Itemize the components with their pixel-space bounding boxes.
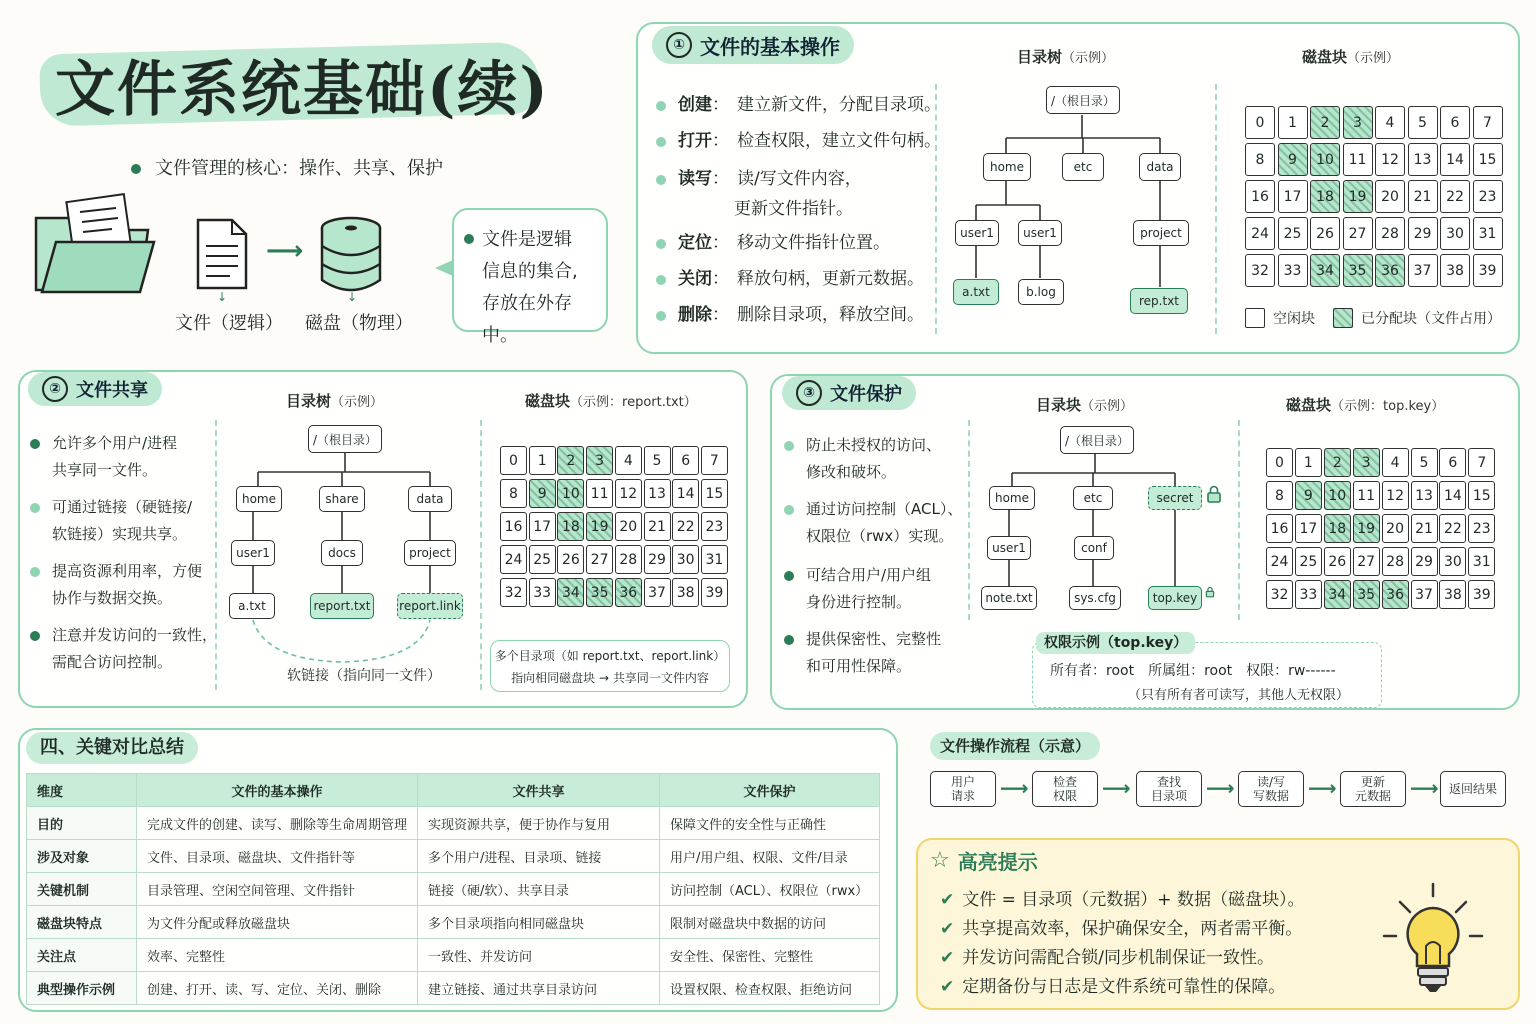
disk-block-free: 25 [529,545,556,574]
small-lock-icon [1205,583,1215,602]
tree1-node-home: home [983,153,1031,181]
disk-block-free: 6 [672,446,699,475]
disk-block-free: 20 [1375,180,1405,213]
disk-block-free: 28 [1375,217,1405,250]
disk-block-used: 3 [1343,106,1373,139]
table-row: 关键机制 目录管理、空闲空间管理、文件指针 链接（硬/软）、共享目录 访问控制（ACL）、权限位（rwx） [27,873,880,906]
divider [480,420,482,690]
disk1-legend-free: 空闲块 [1245,308,1315,328]
protect-bullet-4: 提供保密性、完整性 和可用性保障。 [806,626,941,680]
disk-block-free: 28 [615,545,642,574]
tree3-title: 目录块（示例） [1036,396,1134,414]
bubble-line-1: 文件是逻辑 [482,229,572,250]
table-row: 目的 完成文件的创建、读写、删除等生命周期管理 实现资源共享，便于协作与复用 保障文件的安全性与正确性 [27,807,880,840]
flow-step-check-permission: 检查 权限 [1032,771,1098,807]
disk-block-free: 29 [1411,547,1438,576]
disk-block-used: 3 [1353,448,1380,477]
flow-step-update-metadata: 更新 元数据 [1340,771,1406,807]
tree3-root: /（根目录） [1060,426,1134,454]
op-delete: 删除： 删除目录项，释放空间。 [678,302,924,329]
table-header: 文件的基本操作 [137,774,418,807]
disk-block-used: 19 [1353,514,1380,543]
tree2-file-report-link: report.link [397,593,463,619]
section-number: ③ [796,380,822,406]
disk-block-free: 0 [500,446,527,475]
tree3-node-etc: etc [1073,486,1113,510]
disk1-title: 磁盘块（示例） [1302,48,1400,66]
disk-block-used: 2 [1310,106,1340,139]
share-bullet-4: 注意并发访问的一致性， 需配合访问控制。 [52,622,217,676]
legend-free-swatch [1245,308,1265,328]
check-icon: ✔ [940,919,955,939]
disk-block-used: 34 [557,578,584,607]
section-protection-title [782,376,916,410]
disk-block-free: 24 [1245,217,1275,250]
star-icon: ☆ [930,848,950,873]
disk-block-free: 7 [701,446,728,475]
tree3-node-user1: user1 [987,536,1031,560]
disk-block-used: 36 [1375,254,1405,287]
note-line-1: 多个目录项（如 report.txt、report.link） [494,649,726,663]
disk-block-free: 26 [557,545,584,574]
disk-block-free: 37 [1408,254,1438,287]
section-title-text: 文件共享 [76,380,148,401]
flow-arrow-icon: ⟶ [1000,776,1029,800]
disk-block-used: 2 [1324,448,1351,477]
disk-block-used: 35 [1343,254,1373,287]
flow-step-find-entry: 查找 目录项 [1136,771,1202,807]
tree3-node-home: home [989,486,1035,510]
disk-block-free: 4 [1375,106,1405,139]
disk-block-free: 28 [1382,547,1409,576]
tip-item: ✔ 定期备份与日志是文件系统可靠性的保障。 [940,977,1286,997]
disk-block-free: 22 [672,512,699,541]
disk-block-used: 18 [1310,180,1340,213]
table-header: 文件保护 [660,774,880,807]
disk-block-free: 7 [1473,106,1503,139]
disk-block-free: 11 [586,479,613,508]
definition-bubble [452,208,608,346]
disk-block-free: 1 [1295,448,1322,477]
tree2-file-a-txt: a.txt [229,593,275,619]
tree2-node-docs: docs [321,540,363,566]
tree2-title: 目录树（示例） [286,392,384,410]
disk-block-free: 14 [1440,143,1470,176]
disk-block-used: 34 [1310,254,1340,287]
disk-block-free: 24 [1266,547,1293,576]
summary-table [26,773,880,1005]
disk-block-free: 17 [1295,514,1322,543]
permission-title: 权限示例（top.key） [1036,632,1195,654]
disk-block-free: 13 [1408,143,1438,176]
tips-list [940,886,1304,1002]
disk-block-free: 33 [529,578,556,607]
disk-block-free: 14 [672,479,699,508]
disk-block-used: 9 [1278,143,1308,176]
disk-block-free: 15 [1468,481,1495,510]
disk-block-used: 35 [586,578,613,607]
disk-block-free: 12 [1375,143,1405,176]
disk1-legend-used: 已分配块（文件占用） [1333,308,1501,328]
disk-block-used: 34 [1324,580,1351,609]
disk-block-free: 8 [500,479,527,508]
op-close: 关闭： 释放句柄，更新元数据。 [678,266,924,293]
disk-block-free: 13 [644,479,671,508]
bubble-dot [464,234,474,244]
disk-block-free: 4 [1382,448,1409,477]
disk-block-free: 5 [1411,448,1438,477]
op-readwrite: 读写： 读/写文件内容， [678,166,862,193]
divider [1215,84,1217,334]
disk-block-free: 8 [1245,143,1275,176]
folder-icon [28,190,158,304]
check-icon: ✔ [940,890,955,910]
divider [1238,420,1240,620]
disk-block-free: 5 [1408,106,1438,139]
divider [935,84,937,334]
op-readwrite-cont: 更新文件指针。 [734,199,853,219]
disk-block-free: 11 [1353,481,1380,510]
disk-block-used: 10 [1310,143,1340,176]
table-header-row [27,774,880,807]
disk-block-used: 2 [557,446,584,475]
disk-block-free: 15 [701,479,728,508]
tree2-node-share: share [319,486,365,512]
disk-block-free: 37 [644,578,671,607]
disk-block-used: 18 [1324,514,1351,543]
disk-block-free: 24 [500,545,527,574]
disk-block-free: 31 [1473,217,1503,250]
disk-block-free: 21 [644,512,671,541]
flow-title: 文件操作流程（示意） [930,732,1100,760]
disk-block-free: 1 [1278,106,1308,139]
disk-block-free: 22 [1440,180,1470,213]
table-row: 典型操作示例 创建、打开、读、写、定位、关闭、删除 建立链接、通过共享目录访问 设置权限、检查权限、拒绝访问 [27,972,880,1005]
disk-block-free: 32 [1266,580,1293,609]
tree1-node-user1-a: user1 [955,220,999,246]
bubble-line-2: 信息的集合, [482,261,578,282]
section-number: ① [666,32,692,58]
disk-block-free: 7 [1468,448,1495,477]
share-bullet-3: 提高资源利用率，方便 协作与数据交换。 [52,558,202,612]
disk-block-used: 36 [1382,580,1409,609]
lightbulb-icon [1378,880,1488,1000]
disk-block-used: 19 [586,512,613,541]
tree1-title: 目录树（示例） [1017,48,1115,66]
disk-block-free: 38 [1439,580,1466,609]
disk-block-free: 30 [1440,217,1470,250]
file-logical-label: 文件（逻辑） [175,313,283,334]
disk2-title: 磁盘块（示例：report.txt） [525,392,697,410]
disk-arrow-down-icon: ↓ [347,290,358,304]
section-sharing-title [28,372,162,406]
section-number: ② [42,376,68,402]
tree1-root: /（根目录） [1046,86,1120,114]
tree3-node-conf: conf [1074,536,1114,560]
table-header: 维度 [27,774,137,807]
flow-arrow-icon: ⟶ [1206,776,1235,800]
disk-block-free: 16 [1266,514,1293,543]
disk-block-used: 9 [529,479,556,508]
tips-header [930,846,1038,875]
lock-icon [1206,484,1222,508]
tree1-file-b-log: b.log [1018,279,1064,305]
op-open: 打开： 检查权限，建立文件句柄。 [678,128,941,155]
tree3-file-note-txt: note.txt [981,586,1037,610]
disk-block-free: 13 [1411,481,1438,510]
disk-block-free: 25 [1295,547,1322,576]
arrow-right-icon: ⟶ [266,236,304,266]
share-bullet-1: 允许多个用户/进程 共享同一文件。 [52,430,177,484]
tree2-node-user1: user1 [231,540,275,566]
disk-block-free: 12 [1382,481,1409,510]
disk-block-free: 23 [1468,514,1495,543]
tree3-file-sys-cfg: sys.cfg [1069,586,1121,610]
table-row: 涉及对象 文件、目录项、磁盘块、文件指针等 多个用户/进程、目录项、链接 用户/用户组、权限、文件/目录 [27,840,880,873]
section-title-text: 文件的基本操作 [700,34,840,59]
disk-block-free: 33 [1278,254,1308,287]
disk-block-free: 21 [1411,514,1438,543]
disk-block-used: 3 [586,446,613,475]
disk-block-free: 27 [1353,547,1380,576]
flow-arrow-icon: ⟶ [1308,776,1337,800]
disk-block-free: 32 [1245,254,1275,287]
protect-bullet-2: 通过访问控制（ACL）、 权限位（rwx）实现。 [806,496,962,550]
disk-block-free: 23 [1473,180,1503,213]
divider [968,420,970,620]
tree3-file-top-key: top.key [1148,586,1202,610]
tree2-node-home: home [236,486,282,512]
disk-block-free: 6 [1439,448,1466,477]
flow-step-return: 返回结果 [1440,771,1506,807]
disk-block-free: 17 [1278,180,1308,213]
disk-block-free: 39 [1468,580,1495,609]
disk-block-free: 32 [500,578,527,607]
disk-block-free: 27 [1343,217,1373,250]
disk-block-free: 33 [1295,580,1322,609]
sharing-note [490,640,730,692]
tree1-file-rep-txt: rep.txt [1130,288,1188,314]
disk-block-used: 19 [1343,180,1373,213]
op-create: 创建： 建立新文件，分配目录项。 [678,92,941,119]
disk-block-free: 21 [1408,180,1438,213]
disk-block-free: 16 [1245,180,1275,213]
table-row: 关注点 效率、完整性 一致性、并发访问 安全性、保密性、完整性 [27,939,880,972]
share-bullet-2: 可通过链接（硬链接/ 软链接）实现共享。 [52,494,192,548]
summary-title: 四、关键对比总结 [26,732,198,764]
disk-block-free: 20 [1382,514,1409,543]
disk-block-free: 1 [529,446,556,475]
disk-block-free: 39 [1473,254,1503,287]
disk-block-free: 12 [615,479,642,508]
flow-arrow-icon: ⟶ [1410,776,1439,800]
disk-block-free: 38 [672,578,699,607]
disk-block-used: 35 [1353,580,1380,609]
tips-title: 高亮提示 [957,850,1038,874]
disk-block-free: 30 [1439,547,1466,576]
flow-step-user-request: 用户 请求 [930,771,996,807]
disk-block-free: 26 [1324,547,1351,576]
bubble-pointer [435,260,453,276]
disk-block-free: 31 [701,545,728,574]
disk-block-free: 23 [701,512,728,541]
disk-block-free: 27 [586,545,613,574]
legend-used-swatch [1333,308,1353,328]
table-header: 文件共享 [418,774,660,807]
disk-block-free: 8 [1266,481,1293,510]
disk-block-free: 6 [1440,106,1470,139]
tree1-node-etc: etc [1062,153,1104,181]
page-title: 文件系统基础(续) [55,55,550,125]
disk-block-used: 36 [615,578,642,607]
tip-item: ✔ 文件 = 目录项（元数据）+ 数据（磁盘块）。 [940,890,1305,910]
disk-block-free: 17 [529,512,556,541]
disk-block-free: 5 [644,446,671,475]
permission-line: 所有者：root 所属组：root 权限：rw------ [1050,663,1336,679]
bullet-dot [131,164,141,174]
disk-physical-label: 磁盘（物理） [305,313,413,334]
check-icon: ✔ [940,948,955,968]
tree3-node-secret: secret [1148,486,1202,510]
softlink-caption: 软链接（指向同一文件） [287,668,441,684]
disk-block-used: 10 [557,479,584,508]
disk-block-free: 0 [1266,448,1293,477]
core-text: 文件管理的核心：操作、共享、保护 [155,158,443,179]
tree1-node-user1-b: user1 [1018,220,1062,246]
database-icon [318,216,384,298]
disk-block-free: 11 [1343,143,1373,176]
disk-block-used: 9 [1295,481,1322,510]
disk-block-free: 30 [672,545,699,574]
disk-block-free: 0 [1245,106,1275,139]
disk-block-free: 26 [1310,217,1340,250]
tree2-node-data: data [408,486,452,512]
tree1-node-data: data [1139,153,1181,181]
core-bullet [155,155,443,182]
note-line-2: 指向相同磁盘块 → 共享同一文件内容 [511,671,709,685]
disk-block-free: 39 [701,578,728,607]
tree2-node-project: project [404,540,456,566]
disk-block-used: 10 [1324,481,1351,510]
disk-block-free: 38 [1440,254,1470,287]
section-title-text: 文件保护 [830,384,902,405]
check-icon: ✔ [940,977,955,997]
flow-step-read-write: 读/写 写数据 [1238,771,1304,807]
table-row: 磁盘块特点 为文件分配或释放磁盘块 多个目录项指向相同磁盘块 限制对磁盘块中数据的访问 [27,906,880,939]
disk-block-free: 15 [1473,143,1503,176]
disk-block-free: 29 [644,545,671,574]
disk-block-free: 14 [1439,481,1466,510]
tree1-file-a-txt: a.txt [953,279,999,305]
disk-block-free: 4 [615,446,642,475]
tree2-file-report-txt: report.txt [310,593,374,619]
disk-block-free: 22 [1439,514,1466,543]
disk-block-used: 18 [557,512,584,541]
bubble-line-3: 存放在外存中。 [482,293,572,346]
file-arrow-down-icon: ↓ [217,290,228,304]
divider [215,420,217,690]
disk-block-free: 20 [615,512,642,541]
protect-bullet-3: 可结合用户/用户组 身份进行控制。 [806,562,931,616]
permission-note: （只有所有者可读写，其他人无权限） [1128,688,1350,703]
disk3-title: 磁盘块（示例：top.key） [1286,396,1445,414]
protect-bullet-1: 防止未授权的访问、 修改和破坏。 [806,432,941,486]
section-basic-ops-title [652,26,854,64]
disk-block-free: 25 [1278,217,1308,250]
disk-block-free: 31 [1468,547,1495,576]
tip-item: ✔ 并发访问需配合锁/同步机制保证一致性。 [940,948,1274,968]
tree2-root: /（根目录） [308,425,382,453]
document-icon [192,218,252,294]
tip-item: ✔ 共享提高效率，保护确保安全，两者需平衡。 [940,919,1303,939]
flow-arrow-icon: ⟶ [1102,776,1131,800]
disk-block-free: 37 [1411,580,1438,609]
op-seek: 定位： 移动文件指针位置。 [678,230,890,257]
disk-block-free: 16 [500,512,527,541]
disk-block-free: 29 [1408,217,1438,250]
tree1-node-project: project [1133,220,1189,246]
